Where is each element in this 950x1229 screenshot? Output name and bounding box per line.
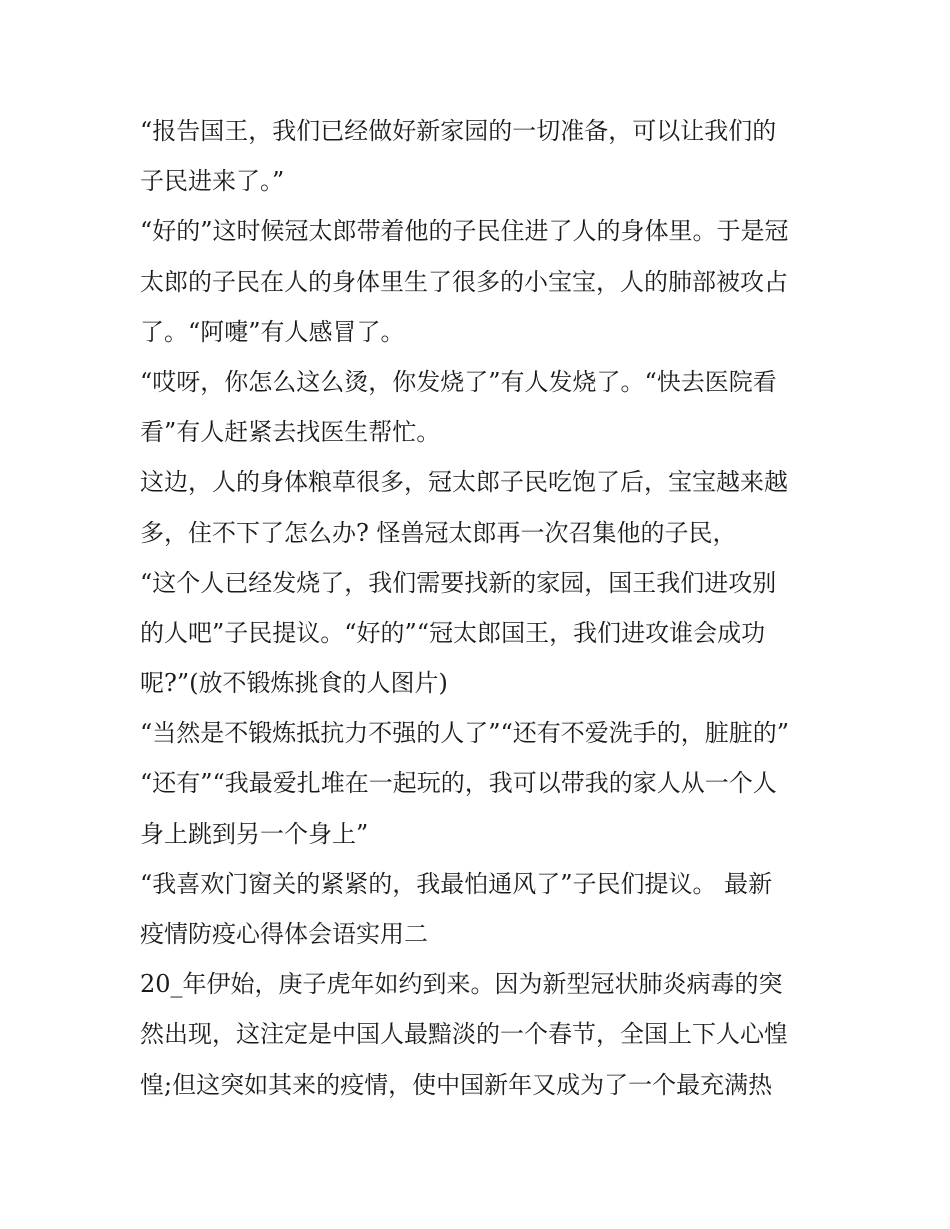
- text-line: 身上跳到另一个身上”: [140, 819, 369, 848]
- text-line: 呢?”(放不锻炼挑食的人图片): [140, 669, 448, 698]
- text-line: 疫情防疫心得体会语实用二: [140, 920, 428, 948]
- document-body: [140, 106, 820, 1110]
- text-line: 看”有人赶紧去找医生帮忙。: [140, 418, 441, 447]
- text-line: 的人吧”子民提议。“好的”“冠太郎国王，我们进攻谁会成功: [140, 618, 766, 647]
- text-line: “这个人已经发烧了，我们需要找新的家园，国王我们进攻别: [140, 568, 777, 597]
- text-line: 太郎的子民在人的身体里生了很多的小宝宝，人的肺部被攻占: [140, 267, 788, 296]
- text-line: 这边，人的身体粮草很多，冠太郎子民吃饱了后，宝宝越来越: [140, 468, 788, 497]
- text-line: “还有”“我最爱扎堆在一起玩的，我可以带我的家人从一个人: [140, 769, 777, 798]
- text-line: “当然是不锻炼抵抗力不强的人了”“还有不爱洗手的，脏脏的”: [140, 719, 790, 748]
- text-line: “好的”这时候冠太郎带着他的子民住进了人的身体里。于是冠: [140, 217, 789, 246]
- text-line: 子民进来了。”: [140, 167, 285, 196]
- text-line: 多，住不下了怎么办? 怪兽冠太郎再一次召集他的子民，: [140, 518, 737, 547]
- text-line: “我喜欢门窗关的紧紧的，我最怕通风了”子民们提议。 最新: [140, 869, 773, 898]
- text-line: “哎呀，你怎么这么烫，你发烧了”有人发烧了。“快去医院看: [140, 367, 777, 396]
- text-line: 惶;但这突如其来的疫情，使中国新年又成为了一个最充满热: [140, 1070, 773, 1099]
- text-line: 然出现，这注定是中国人最黯淡的一个春节，全国上下人心惶: [140, 1020, 788, 1049]
- text-line: “报告国王，我们已经做好新家园的一切准备，可以让我们的: [140, 117, 777, 145]
- text-line: 20_年伊始，庚子虎年如约到来。因为新型冠状肺炎病毒的突: [140, 970, 783, 999]
- text-line: 了。“阿嚏”有人感冒了。: [140, 317, 405, 346]
